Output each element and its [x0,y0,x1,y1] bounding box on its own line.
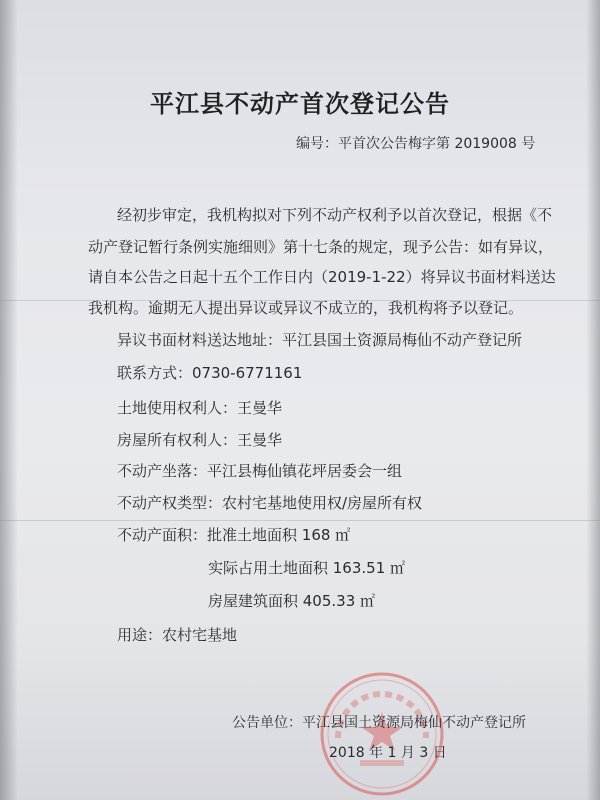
issue-date: 2018 年 1 月 3 日 [329,745,447,761]
area-building: 房屋建筑面积 405.33 ㎡ [208,592,376,610]
property-usage: 用途：农村宅基地 [117,626,238,644]
page-edge-shadow-left [0,0,18,800]
area-approved: 不动产面积：批准土地面积 168 ㎡ [117,526,351,544]
official-seal-stamp [316,668,448,800]
house-owner: 房屋所有权利人：王曼华 [117,431,283,449]
page-edge-shadow-right [586,0,600,800]
contact-info: 联系方式：0730-6771161 [117,364,303,382]
body-line: 我机构。逾期无人提出异议或异议不成立的，我机构将予以登记。 [88,299,524,317]
right-type: 不动产权类型：农村宅基地使用权/房屋所有权 [117,494,423,512]
land-rights-holder: 土地使用权利人：王曼华 [117,399,283,417]
notice-title: 平江县不动产首次登记公告 [150,90,450,118]
issuer-unit: 公告单位：平江县国土资源局梅仙不动产登记所 [232,715,526,731]
body-line: 动产登记暂行条例实施细则》第十七条的规定，现予公告：如有异议， [88,238,554,256]
body-line: 经初步审定，我机构拟对下列不动产权利予以首次登记，根据《不 [117,206,553,224]
paper-fold-line [0,520,600,521]
property-location: 不动产坐落：平江县梅仙镇花坪居委会一组 [117,462,403,480]
body-line: 请自本公告之日起十五个工作日内（2019-1-22）将异议书面材料送达 [88,268,556,286]
objection-address: 异议书面材料送达地址：平江县国土资源局梅仙不动产登记所 [117,331,523,349]
area-actual: 实际占用土地面积 163.51 ㎡ [208,559,406,577]
notice-number: 编号：平首次公告梅字第 2019008 号 [296,136,536,152]
